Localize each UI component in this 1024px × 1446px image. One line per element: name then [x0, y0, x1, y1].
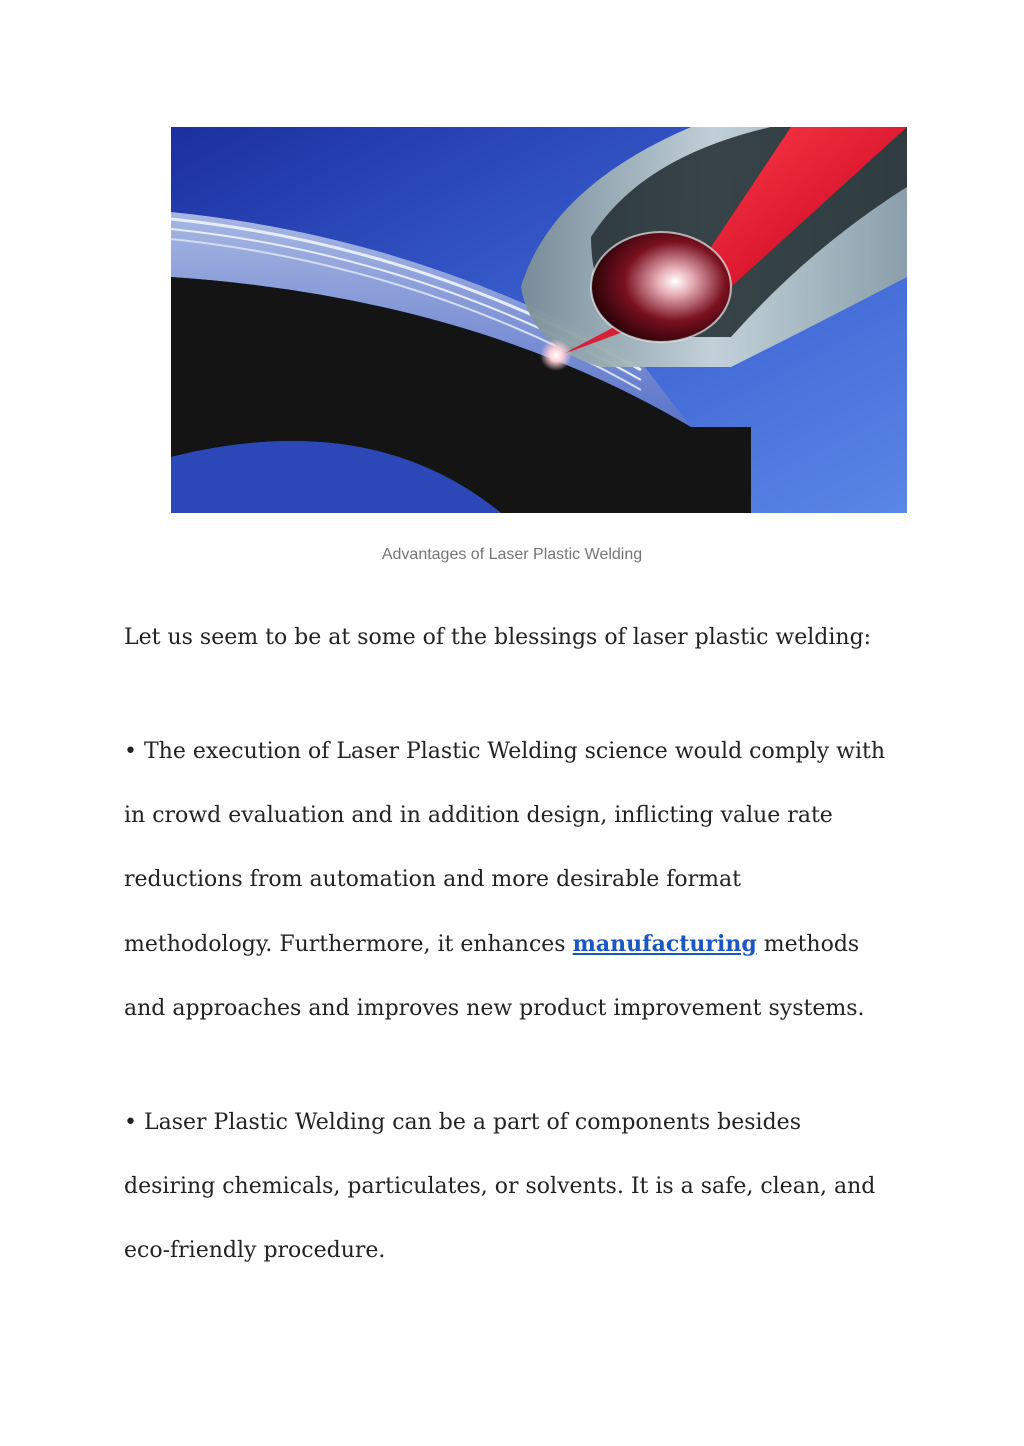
bullet1-line-2: in crowd evaluation and in addition design, inflicting value rate: [124, 803, 833, 828]
intro-paragraph: [124, 606, 914, 670]
bullet-paragraph-2: [124, 1091, 914, 1283]
laser-welding-illustration-icon: [171, 127, 907, 513]
image-caption: Advantages of Laser Plastic Welding: [381, 546, 643, 563]
bullet1-line-4-end: methods: [756, 932, 860, 957]
intro-text: Let us seem to be at some of the blessings of laser plastic welding:: [124, 625, 872, 650]
bullet2-line-2: desiring chemicals, particulates, or solvents. It is a safe, clean, and: [124, 1174, 876, 1199]
bullet1-line-5: and approaches and improves new product improvement systems.: [124, 996, 865, 1021]
bullet1-line-3: reductions from automation and more desirable format: [124, 867, 741, 892]
bullet2-line-1: • Laser Plastic Welding can be a part of components besides: [124, 1110, 801, 1135]
bullet1-line-4: [124, 912, 914, 977]
bullet2-line-3: eco-friendly procedure.: [124, 1238, 386, 1263]
manufacturing-link[interactable]: manufacturing: [572, 931, 757, 957]
bullet-paragraph-1: [124, 720, 914, 1041]
bullet1-line-1: • The execution of Laser Plastic Welding science would comply with: [124, 739, 886, 764]
laser-welding-image: [171, 127, 907, 513]
bullet1-line-4-start: methodology. Furthermore, it enhances: [124, 932, 573, 957]
